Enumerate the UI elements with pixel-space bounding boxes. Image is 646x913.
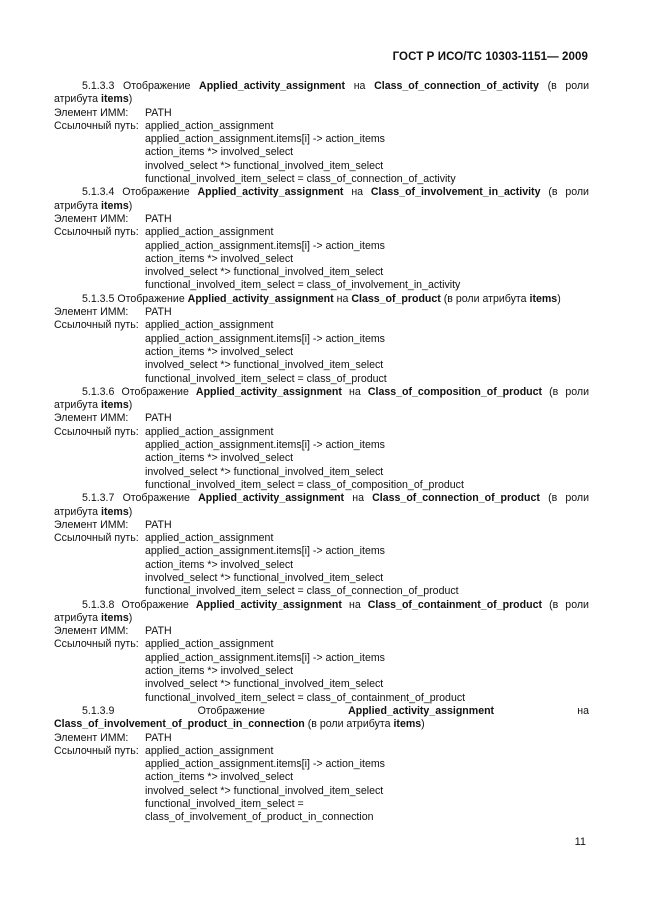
target-entity: Class_of_product xyxy=(351,292,441,305)
section-number: 5.1.3.8 xyxy=(82,598,115,611)
source-entity: Applied_activity_assignment xyxy=(348,704,495,717)
ref-path-row xyxy=(54,319,589,332)
section-heading xyxy=(54,492,589,519)
section-heading xyxy=(54,80,589,107)
section-heading xyxy=(54,293,589,306)
path-line: functional_involved_item_select = class_of_containment_of_product xyxy=(145,691,466,704)
section-number: 5.1.3.6 xyxy=(82,385,115,398)
source-entity: Applied_activity_assignment xyxy=(199,80,346,92)
element-value: PATH xyxy=(145,518,172,531)
element-row xyxy=(54,412,589,425)
role-prefix: (в роли атрибута xyxy=(54,80,590,106)
word-display: Отображение xyxy=(121,385,189,398)
path-line: functional_involved_item_select = class_of_composition_of_product xyxy=(145,478,464,491)
role-suffix: ) xyxy=(128,611,133,624)
role-prefix: (в роли атрибута xyxy=(54,385,590,412)
path-line: applied_action_assignment.items[i] -> action_items xyxy=(145,651,385,664)
mapping-section xyxy=(54,386,589,492)
path-line: action_items *> involved_select xyxy=(145,146,294,159)
path-line: applied_action_assignment.items[i] -> action_items xyxy=(145,439,385,452)
source-entity: Applied_activity_assignment xyxy=(195,598,342,611)
ref-path-row xyxy=(54,120,589,133)
mapping-section xyxy=(54,293,589,386)
ref-path-label: Ссылочный путь: xyxy=(54,119,139,132)
path-line: action_items *> involved_select xyxy=(145,771,294,784)
path-line: action_items *> involved_select xyxy=(145,345,294,358)
ref-path-label: Ссылочный путь: xyxy=(54,319,139,332)
path-line: class_of_involvement_of_product_in_connection xyxy=(145,811,374,824)
element-label: Элемент ИММ: xyxy=(54,731,129,744)
element-row xyxy=(54,625,589,638)
path-line: action_items *> involved_select xyxy=(145,252,294,265)
path-line: applied_action_assignment xyxy=(145,638,274,651)
path-line: applied_action_assignment.items[i] -> action_items xyxy=(145,239,385,252)
path-line: applied_action_assignment xyxy=(145,226,274,239)
element-row xyxy=(54,306,589,319)
word-display: Отображение xyxy=(121,598,189,611)
source-entity: Applied_activity_assignment xyxy=(187,292,334,305)
target-entity: Class_of_composition_of_product xyxy=(367,385,543,398)
section-heading xyxy=(54,705,589,732)
ref-path-label: Ссылочный путь: xyxy=(54,744,139,757)
source-entity: Applied_activity_assignment xyxy=(197,186,344,199)
path-line: involved_select *> functional_involved_item_select xyxy=(145,359,384,372)
ref-path-label: Ссылочный путь: xyxy=(54,226,139,239)
path-line: applied_action_assignment.items[i] -> action_items xyxy=(145,758,385,771)
element-label: Элемент ИММ: xyxy=(54,212,129,225)
role-prefix: (в роли атрибута xyxy=(54,492,590,518)
section-heading xyxy=(54,186,589,213)
path-line: action_items *> involved_select xyxy=(145,558,294,571)
attribute-name: items xyxy=(529,292,558,305)
element-label: Элемент ИММ: xyxy=(54,412,129,425)
element-value: PATH xyxy=(145,731,172,744)
word-on: на xyxy=(349,385,361,398)
target-entity: Class_of_connection_of_product xyxy=(372,492,540,505)
word-on: на xyxy=(348,598,361,611)
mapping-section xyxy=(54,705,589,825)
attribute-name: items xyxy=(101,199,129,212)
path-line: involved_select *> functional_involved_item_select xyxy=(145,266,384,279)
path-line: applied_action_assignment.items[i] -> action_items xyxy=(145,133,385,146)
attribute-name: items xyxy=(393,718,422,731)
target-entity: Class_of_connection_of_activity xyxy=(374,80,539,92)
path-line: involved_select *> functional_involved_item_select xyxy=(145,465,384,478)
attribute-name: items xyxy=(101,611,129,624)
role-prefix: (в роли атрибута xyxy=(54,598,589,624)
element-row xyxy=(54,107,589,120)
path-line: functional_involved_item_select = class_of_connection_of_activity xyxy=(145,173,456,186)
word-display: Отображение xyxy=(117,292,185,305)
path-line: involved_select *> functional_involved_item_select xyxy=(145,784,384,797)
path-line: functional_involved_item_select = xyxy=(145,798,304,811)
word-on: на xyxy=(577,704,589,717)
role-prefix: (в роли атрибута xyxy=(443,292,527,305)
attribute-name: items xyxy=(101,399,129,412)
role-suffix: ) xyxy=(128,505,133,518)
path-line: applied_action_assignment xyxy=(145,425,274,438)
path-line: involved_select *> functional_involved_item_select xyxy=(145,159,384,172)
word-display: Отображение xyxy=(123,80,191,92)
source-entity: Applied_activity_assignment xyxy=(195,385,342,398)
target-entity: Class_of_containment_of_product xyxy=(367,598,543,611)
word-on: на xyxy=(352,492,364,505)
ref-path-label: Ссылочный путь: xyxy=(54,638,139,651)
section-heading xyxy=(54,386,589,413)
section-number: 5.1.3.9 xyxy=(82,704,115,717)
role-suffix: ) xyxy=(128,399,133,412)
source-entity: Applied_activity_assignment xyxy=(198,492,345,505)
section-number: 5.1.3.5 xyxy=(82,292,115,305)
ref-path-row xyxy=(54,226,589,239)
path-line: functional_involved_item_select = class_of_connection_of_product xyxy=(145,585,459,598)
role-suffix: ) xyxy=(128,199,133,212)
path-line: functional_involved_item_select = class_of_involvement_in_activity xyxy=(145,279,461,292)
word-display: Отображение xyxy=(122,492,190,505)
path-line: applied_action_assignment xyxy=(145,532,274,545)
element-row xyxy=(54,732,589,745)
ref-path-label: Ссылочный путь: xyxy=(54,425,139,438)
element-row xyxy=(54,213,589,226)
path-line: applied_action_assignment xyxy=(145,744,274,757)
path-line: applied_action_assignment.items[i] -> action_items xyxy=(145,545,385,558)
target-entity: Class_of_involvement_of_product_in_connection xyxy=(54,718,305,731)
word-display: Отображение xyxy=(122,186,190,199)
ref-path-row xyxy=(54,532,589,545)
element-row xyxy=(54,519,589,532)
element-value: PATH xyxy=(145,106,172,119)
path-line: involved_select *> functional_involved_item_select xyxy=(145,678,384,691)
path-line: action_items *> involved_select xyxy=(145,665,294,678)
role-prefix: (в роли атрибута xyxy=(307,718,391,731)
element-value: PATH xyxy=(145,412,172,425)
role-suffix: ) xyxy=(128,93,133,106)
role-suffix: ) xyxy=(421,718,425,731)
word-display: Отображение xyxy=(197,704,265,717)
path-line: involved_select *> functional_involved_item_select xyxy=(145,571,384,584)
ref-path-row xyxy=(54,426,589,439)
element-label: Элемент ИММ: xyxy=(54,625,129,638)
path-line: applied_action_assignment.items[i] -> action_items xyxy=(145,332,385,345)
section-heading xyxy=(54,599,589,626)
element-value: PATH xyxy=(145,306,172,319)
attribute-name: items xyxy=(101,93,129,106)
element-label: Элемент ИММ: xyxy=(54,306,129,319)
role-suffix: ) xyxy=(557,292,561,305)
path-line: applied_action_assignment xyxy=(145,119,274,132)
mapping-section xyxy=(54,492,589,598)
mapping-section xyxy=(54,599,589,705)
document-header: ГОСТ Р ИСО/ТС 10303-1151— 2009 xyxy=(392,51,588,63)
element-label: Элемент ИММ: xyxy=(54,106,129,119)
page-number: 11 xyxy=(574,836,586,848)
path-line: action_items *> involved_select xyxy=(145,452,294,465)
path-line: applied_action_assignment xyxy=(145,319,274,332)
section-number: 5.1.3.4 xyxy=(82,186,115,199)
ref-path-row xyxy=(54,638,589,651)
section-number: 5.1.3.3 xyxy=(82,80,115,92)
ref-path-row xyxy=(54,745,589,758)
attribute-name: items xyxy=(101,505,129,518)
document-body xyxy=(54,80,589,825)
element-label: Элемент ИММ: xyxy=(54,518,129,531)
word-on: на xyxy=(351,186,364,199)
section-number: 5.1.3.7 xyxy=(82,492,115,505)
word-on: на xyxy=(336,292,349,305)
mapping-section xyxy=(54,186,589,292)
target-entity: Class_of_involvement_in_activity xyxy=(370,186,541,199)
role-prefix: (в роли атрибута xyxy=(54,186,589,212)
path-line: functional_involved_item_select = class_of_product xyxy=(145,372,387,385)
ref-path-label: Ссылочный путь: xyxy=(54,532,139,545)
element-value: PATH xyxy=(145,212,172,225)
mapping-section xyxy=(54,80,589,186)
element-value: PATH xyxy=(145,625,172,638)
word-on: на xyxy=(353,80,366,92)
